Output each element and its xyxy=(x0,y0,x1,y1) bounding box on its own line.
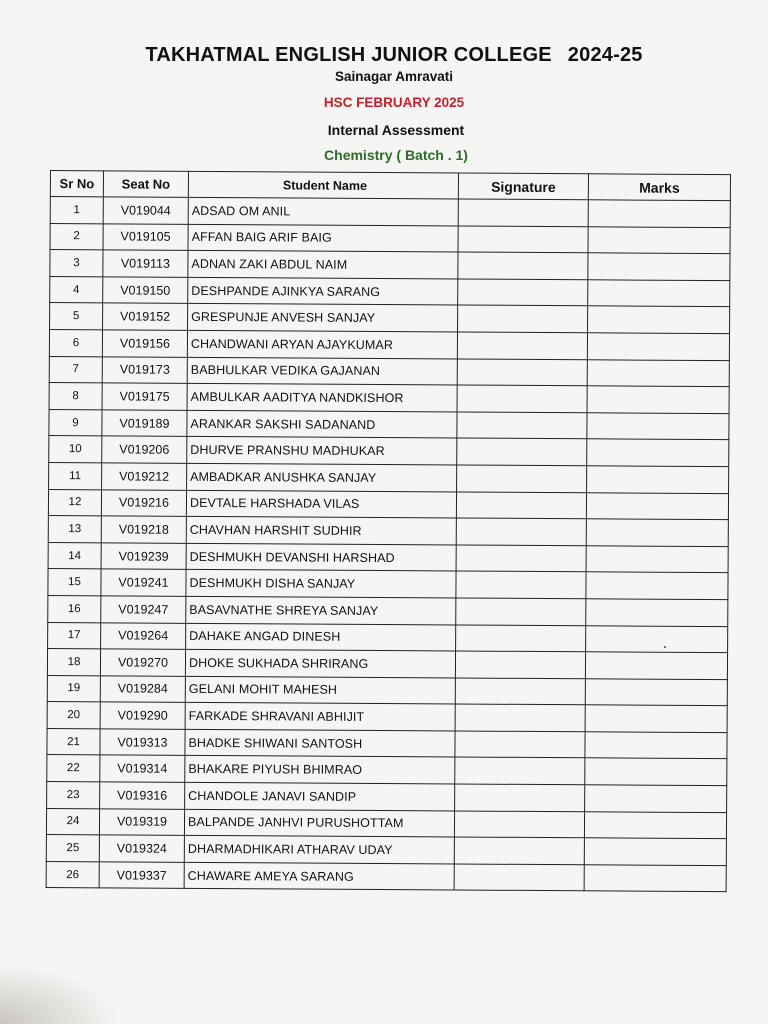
marks-cell[interactable] xyxy=(586,625,728,652)
col-header-seat-no: Seat No xyxy=(103,171,188,198)
student-name-cell: ADNAN ZAKI ABDUL NAIM xyxy=(188,251,458,279)
seat-no-cell: V019105 xyxy=(103,223,188,250)
academic-year: 2024-25 xyxy=(567,44,643,66)
signature-cell[interactable] xyxy=(458,305,588,332)
sr-no-cell: 7 xyxy=(49,356,102,383)
table-row xyxy=(49,383,729,414)
seat-no-cell: V019241 xyxy=(101,569,186,596)
student-name-cell: AMBULKAR AADITYA NANDKISHOR xyxy=(187,383,457,411)
student-name-cell: DHARMADHIKARI ATHARAV UDAY xyxy=(184,836,454,864)
marks-cell[interactable] xyxy=(585,732,727,759)
table-row xyxy=(48,622,728,653)
table-row xyxy=(47,755,727,786)
signature-cell[interactable] xyxy=(457,438,587,465)
signature-cell[interactable] xyxy=(456,624,586,651)
seat-no-cell: V019173 xyxy=(102,356,187,383)
col-header-sr-no: Sr No xyxy=(50,171,103,197)
marks-cell[interactable] xyxy=(584,865,726,892)
signature-cell[interactable] xyxy=(455,678,585,705)
student-name-cell: BHAKARE PIYUSH BHIMRAO xyxy=(185,756,455,784)
signature-cell[interactable] xyxy=(456,492,586,519)
seat-no-cell: V019316 xyxy=(100,782,185,809)
seat-no-cell: V019156 xyxy=(102,330,187,357)
sr-no-cell: 8 xyxy=(49,383,102,410)
table-row xyxy=(46,835,726,866)
seat-no-cell: V019044 xyxy=(103,197,188,224)
signature-cell[interactable] xyxy=(457,359,587,386)
student-name-cell: ARANKAR SAKSHI SADANAND xyxy=(187,410,457,438)
marks-cell[interactable] xyxy=(587,386,729,413)
sr-no-cell: 15 xyxy=(48,569,101,596)
student-name-cell: BASAVNATHE SHREYA SANJAY xyxy=(186,596,456,624)
sr-no-cell: 5 xyxy=(50,303,103,330)
student-table xyxy=(46,170,731,893)
table-row xyxy=(46,861,726,892)
student-name-cell: DHURVE PRANSHU MADHUKAR xyxy=(187,437,457,465)
college-title xyxy=(0,44,768,67)
marks-cell[interactable] xyxy=(584,811,726,838)
marks-cell[interactable] xyxy=(585,652,727,679)
signature-cell[interactable] xyxy=(455,731,585,758)
seat-no-cell: V019247 xyxy=(101,596,186,623)
sr-no-cell: 22 xyxy=(47,755,100,782)
signature-cell[interactable] xyxy=(455,651,585,678)
seat-no-cell: V019314 xyxy=(100,755,185,782)
signature-cell[interactable] xyxy=(456,518,586,545)
signature-cell[interactable] xyxy=(457,412,587,439)
table-header-row xyxy=(50,171,730,201)
sr-no-cell: 23 xyxy=(47,782,100,809)
student-table-wrapper xyxy=(50,170,731,888)
seat-no-cell: V019313 xyxy=(100,729,185,756)
seat-no-cell: V019264 xyxy=(101,622,186,649)
sr-no-cell: 2 xyxy=(50,223,103,250)
seat-no-cell: V019113 xyxy=(103,250,188,277)
table-row xyxy=(49,409,729,440)
marks-cell[interactable] xyxy=(587,439,729,466)
table-row xyxy=(50,223,730,254)
marks-cell[interactable] xyxy=(588,200,730,227)
student-name-cell: AMBADKAR ANUSHKA SANJAY xyxy=(187,463,457,491)
sr-no-cell: 6 xyxy=(49,329,102,356)
sr-no-cell: 20 xyxy=(47,702,100,729)
student-name-cell: DAHAKE ANGAD DINESH xyxy=(186,623,456,651)
seat-no-cell: V019218 xyxy=(101,516,186,543)
marks-cell[interactable] xyxy=(584,838,726,865)
marks-cell[interactable] xyxy=(585,678,727,705)
sr-no-cell: 24 xyxy=(46,808,99,835)
student-name-cell: GRESPUNJE ANVESH SANJAY xyxy=(188,304,458,332)
marks-cell[interactable] xyxy=(586,519,728,546)
signature-cell[interactable] xyxy=(458,279,588,306)
seat-no-cell: V019290 xyxy=(100,702,185,729)
marks-cell[interactable] xyxy=(585,705,727,732)
signature-cell[interactable] xyxy=(456,545,586,572)
sr-no-cell: 25 xyxy=(46,835,99,862)
seat-no-cell: V019239 xyxy=(101,543,186,570)
marks-cell[interactable] xyxy=(587,359,729,386)
sr-no-cell: 14 xyxy=(48,542,101,569)
sr-no-cell: 12 xyxy=(48,489,101,516)
table-row xyxy=(48,489,728,520)
table-row xyxy=(50,250,730,281)
subject-title: Chemistry ( Batch . 1) xyxy=(324,147,468,163)
assessment-title: Internal Assessment xyxy=(327,122,465,138)
table-row xyxy=(47,782,727,813)
sr-no-cell: 16 xyxy=(48,595,101,622)
signature-cell[interactable] xyxy=(454,811,584,838)
student-name-cell: BALPANDE JANHVI PURUSHOTTAM xyxy=(184,809,454,837)
sr-no-cell: 17 xyxy=(48,622,101,649)
col-header-student-name: Student Name xyxy=(188,171,458,199)
seat-no-cell: V019212 xyxy=(102,463,187,490)
seat-no-cell: V019284 xyxy=(100,676,185,703)
signature-cell[interactable] xyxy=(454,837,584,864)
table-row xyxy=(47,702,727,733)
student-name-cell: CHAVHAN HARSHIT SUDHIR xyxy=(186,516,456,544)
table-row xyxy=(50,303,730,334)
signature-cell[interactable] xyxy=(458,252,588,279)
col-header-signature: Signature xyxy=(458,173,588,200)
seat-no-cell: V019152 xyxy=(103,303,188,330)
marks-cell[interactable] xyxy=(587,333,729,360)
student-name-cell: BHADKE SHIWANI SANTOSH xyxy=(185,729,455,757)
student-name-cell: GELANI MOHIT MAHESH xyxy=(185,676,455,704)
sr-no-cell: 9 xyxy=(49,409,102,436)
col-header-marks: Marks xyxy=(588,174,730,201)
sr-no-cell: 4 xyxy=(50,276,103,303)
table-row xyxy=(50,276,730,307)
student-name-cell: ADSAD OM ANIL xyxy=(188,197,458,225)
seat-no-cell: V019324 xyxy=(99,835,184,862)
college-location: Sainagar Amravati xyxy=(334,69,454,84)
signature-cell[interactable] xyxy=(454,864,584,891)
marks-cell[interactable] xyxy=(586,572,728,599)
marks-cell[interactable] xyxy=(587,466,729,493)
student-name-cell: DESHMUKH DEVANSHI HARSHAD xyxy=(186,543,456,571)
seat-no-cell: V019216 xyxy=(101,489,186,516)
seat-no-cell: V019206 xyxy=(102,436,187,463)
student-name-cell: DHOKE SUKHADA SHRIRANG xyxy=(185,649,455,677)
marks-cell[interactable] xyxy=(585,785,727,812)
signature-cell[interactable] xyxy=(458,226,588,253)
table-row xyxy=(49,436,729,467)
marks-cell[interactable] xyxy=(586,492,728,519)
signature-cell[interactable] xyxy=(458,199,588,226)
sr-no-cell: 10 xyxy=(49,436,102,463)
sr-no-cell: 3 xyxy=(50,250,103,277)
student-name-cell: AFFAN BAIG ARIF BAIG xyxy=(188,224,458,252)
seat-no-cell: V019270 xyxy=(100,649,185,676)
exam-title: HSC FEBRUARY 2025 xyxy=(323,95,465,110)
table-row xyxy=(47,728,727,759)
table-row xyxy=(47,649,727,680)
marks-cell[interactable] xyxy=(585,758,727,785)
seat-no-cell: V019150 xyxy=(103,277,188,304)
signature-cell[interactable] xyxy=(455,704,585,731)
seat-no-cell: V019319 xyxy=(99,808,184,835)
signature-cell[interactable] xyxy=(457,385,587,412)
table-row xyxy=(48,595,728,626)
student-name-cell: DEVTALE HARSHADA VILAS xyxy=(186,490,456,518)
signature-cell[interactable] xyxy=(456,571,586,598)
student-name-cell: DESHPANDE AJINKYA SARANG xyxy=(188,277,458,305)
sr-no-cell: 11 xyxy=(49,462,102,489)
seat-no-cell: V019189 xyxy=(102,410,187,437)
table-row xyxy=(47,675,727,706)
sr-no-cell: 18 xyxy=(47,649,100,676)
marks-cell[interactable] xyxy=(588,306,730,333)
table-row xyxy=(49,329,729,360)
table-row xyxy=(48,569,728,600)
sr-no-cell: 26 xyxy=(46,861,99,888)
signature-cell[interactable] xyxy=(456,598,586,625)
sr-no-cell: 1 xyxy=(50,197,103,224)
table-row xyxy=(48,542,728,573)
ink-speck xyxy=(664,646,666,648)
table-row xyxy=(50,197,730,228)
student-name-cell: CHANDOLE JANAVI SANDIP xyxy=(185,782,455,810)
signature-cell[interactable] xyxy=(457,465,587,492)
student-name-cell: CHANDWANI ARYAN AJAYKUMAR xyxy=(187,330,457,358)
signature-cell[interactable] xyxy=(455,757,585,784)
table-row xyxy=(48,516,728,547)
marks-cell[interactable] xyxy=(586,599,728,626)
marks-cell[interactable] xyxy=(588,226,730,253)
college-name: TAKHATMAL ENGLISH JUNIOR COLLEGE xyxy=(145,44,552,66)
table-row xyxy=(49,356,729,387)
signature-cell[interactable] xyxy=(457,332,587,359)
marks-cell[interactable] xyxy=(588,280,730,307)
marks-cell[interactable] xyxy=(588,253,730,280)
sr-no-cell: 19 xyxy=(47,675,100,702)
seat-no-cell: V019175 xyxy=(102,383,187,410)
marks-cell[interactable] xyxy=(586,546,728,573)
student-name-cell: FARKADE SHRAVANI ABHIJIT xyxy=(185,703,455,731)
signature-cell[interactable] xyxy=(455,784,585,811)
table-row xyxy=(49,462,729,493)
student-name-cell: BABHULKAR VEDIKA GAJANAN xyxy=(187,357,457,385)
table-row xyxy=(46,808,726,839)
sr-no-cell: 13 xyxy=(48,516,101,543)
student-name-cell: DESHMUKH DISHA SANJAY xyxy=(186,570,456,598)
page-corner-shadow xyxy=(0,964,120,1024)
student-name-cell: CHAWARE AMEYA SARANG xyxy=(184,862,454,890)
marks-cell[interactable] xyxy=(587,413,729,440)
sr-no-cell: 21 xyxy=(47,728,100,755)
seat-no-cell: V019337 xyxy=(99,862,184,889)
